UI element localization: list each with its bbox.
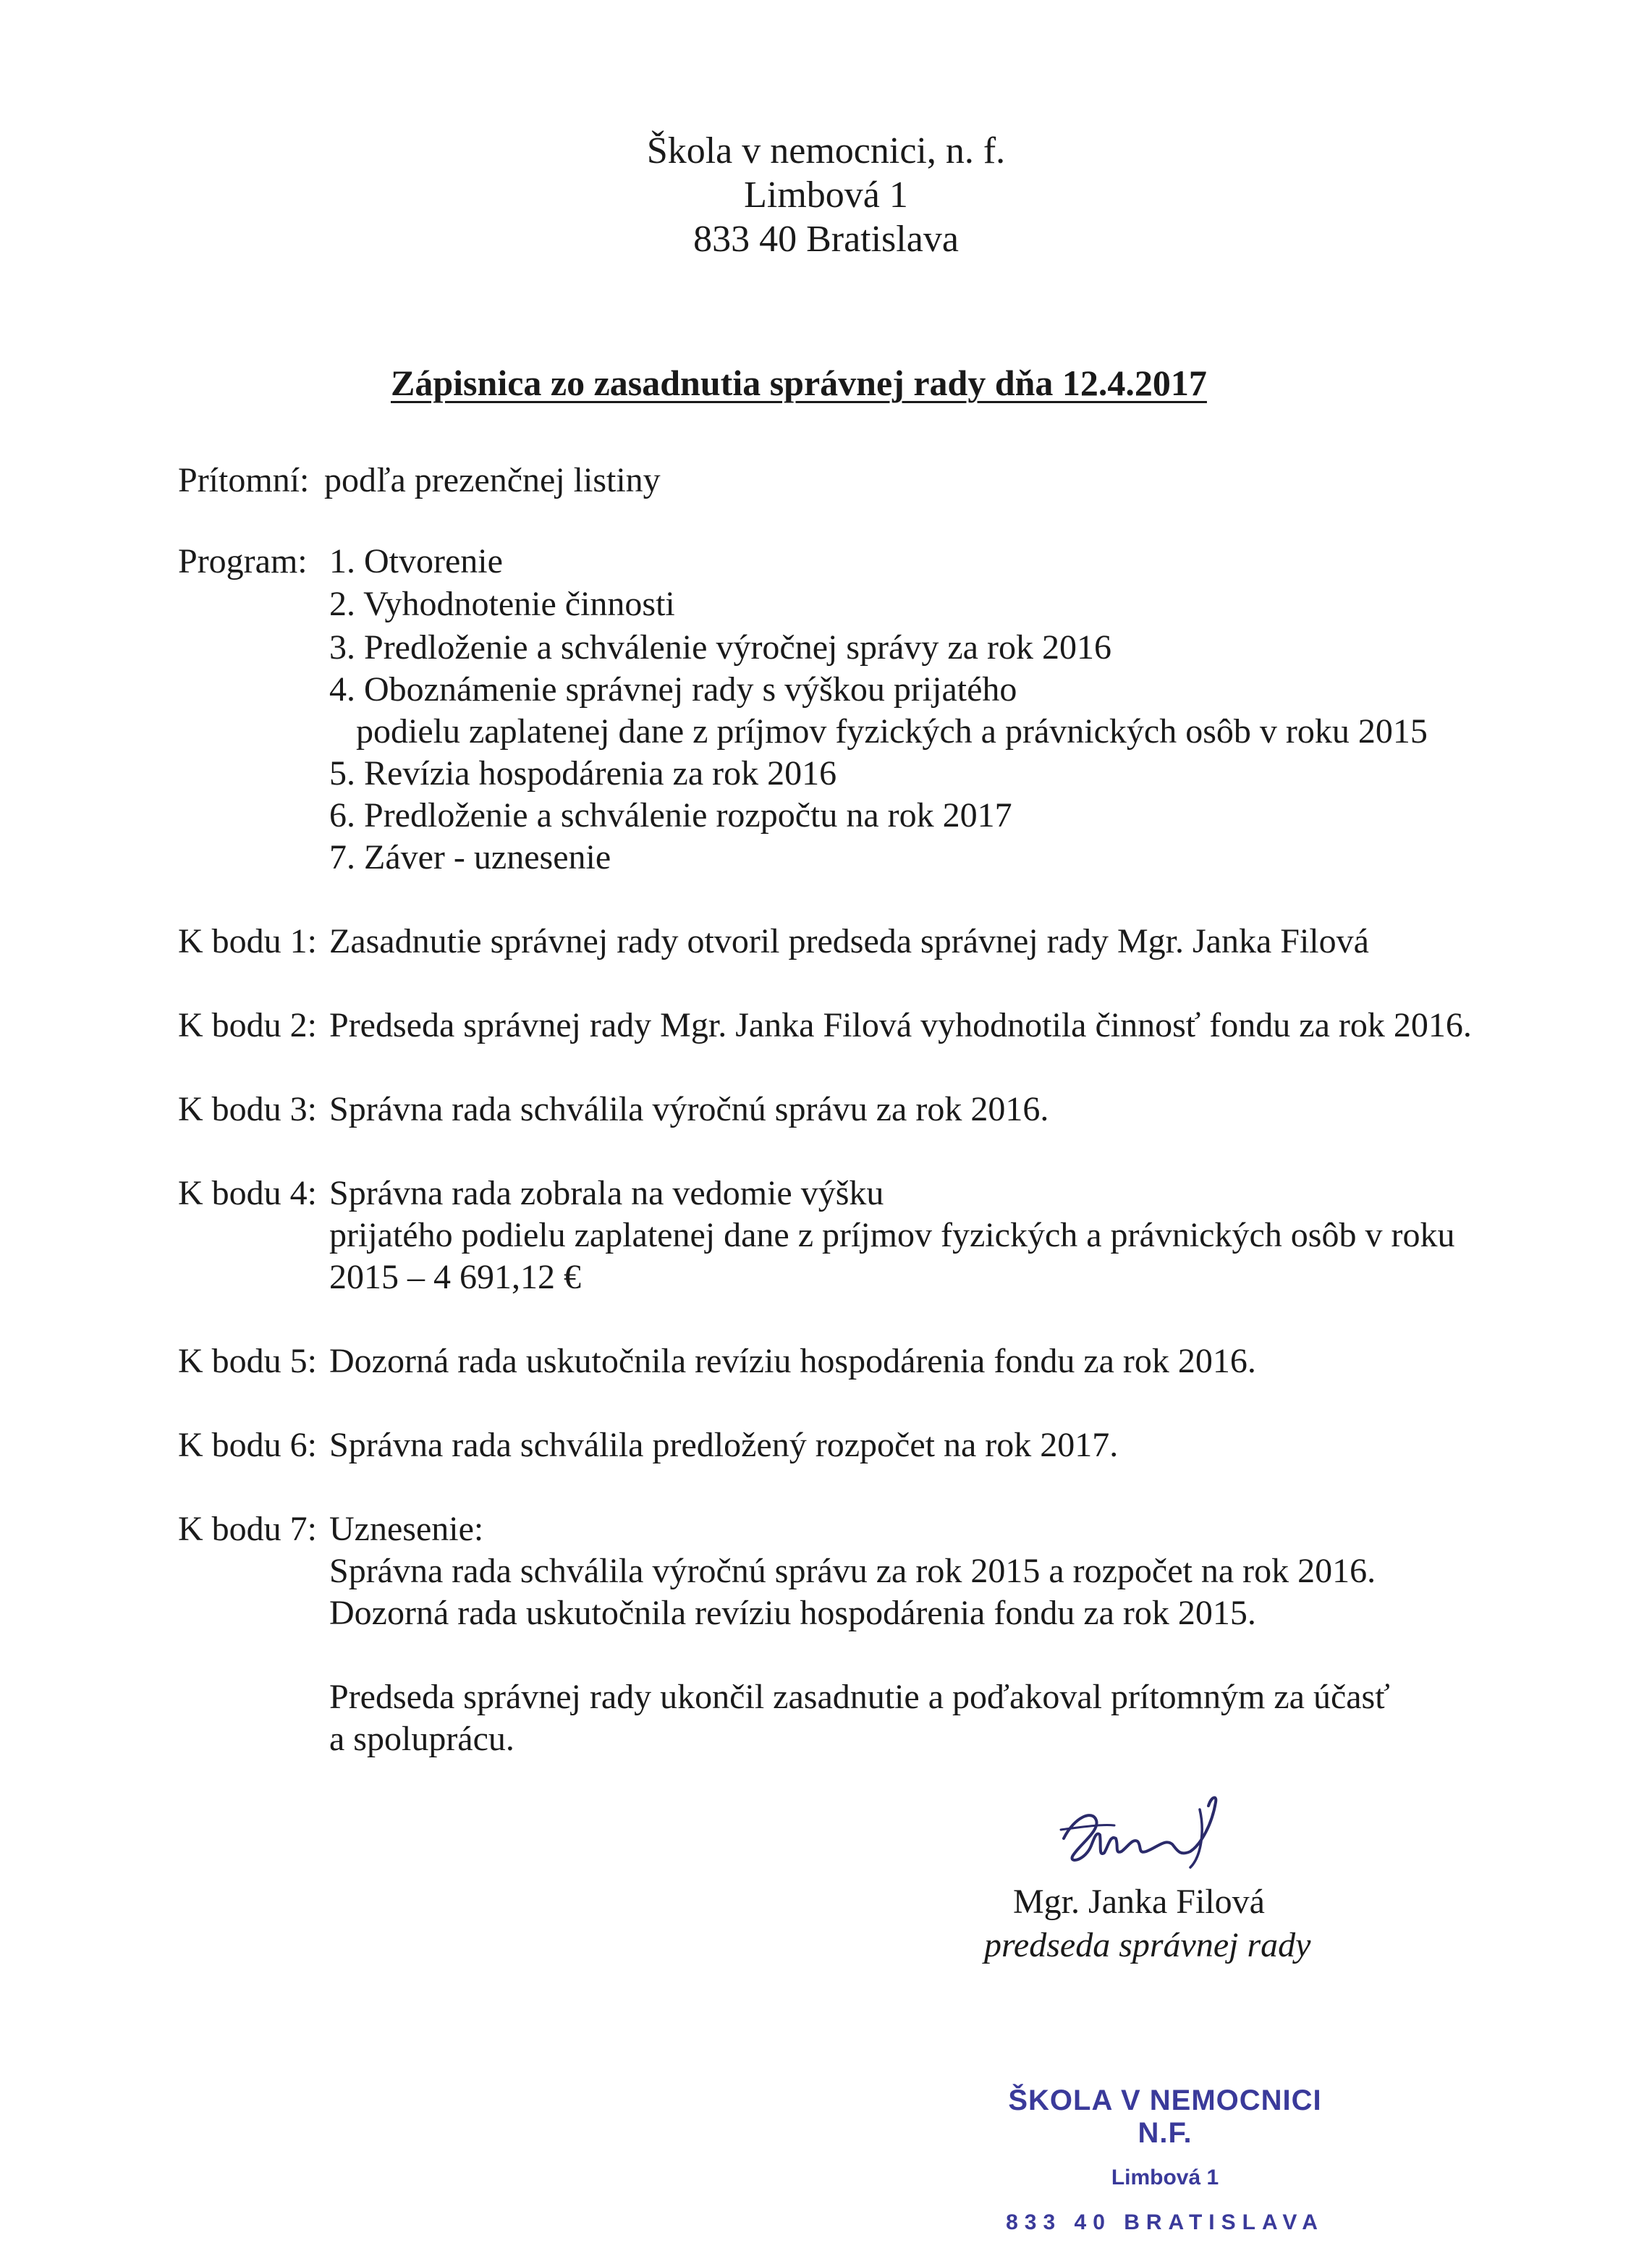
point-text: Správna rada zobrala na vedomie výšku (329, 1174, 884, 1212)
present-text: podľa prezenčnej listiny (324, 461, 661, 499)
point-text: Uznesenie: (329, 1510, 484, 1548)
point-label: K bodu 4: (178, 1174, 317, 1212)
signatory-role: predseda správnej rady (984, 1926, 1311, 1964)
institution-header (0, 129, 1652, 261)
program-item: 4. Oboznámenie správnej rady s výškou prijatého (329, 670, 1017, 709)
program-item: 2. Vyhodnotenie činnosti (329, 585, 675, 623)
institution-name: Škola v nemocnici, n. f. (646, 130, 1006, 172)
program-item: 7. Záver - uznesenie (329, 838, 611, 877)
point-label: K bodu 7: (178, 1510, 317, 1548)
closing-line: Predseda správnej rady ukončil zasadnutie a poďakoval prítomným za účasť (329, 1678, 1390, 1716)
stamp-line: 833 40 BRATISLAVA (1006, 2210, 1324, 2234)
signatory-name: Mgr. Janka Filová (1013, 1883, 1265, 1921)
point-text: Správna rada schválila predložený rozpočet na rok 2017. (329, 1426, 1119, 1464)
point-label: K bodu 6: (178, 1426, 317, 1464)
program-item: 5. Revízia hospodárenia za rok 2016 (329, 754, 837, 793)
point-text: Dozorná rada uskutočnila revíziu hospodárenia fondu za rok 2016. (329, 1342, 1256, 1380)
document-title: Zápisnica zo zasadnutia správnej rady dňa 12.4.2017 (391, 363, 1207, 403)
program-item: 1. Otvorenie (329, 542, 503, 580)
point-text-continuation: prijatého podielu zaplatenej dane z príjmov fyzických a právnických osôb v roku (329, 1216, 1455, 1254)
program-item: 6. Predloženie a schválenie rozpočtu na rok 2017 (329, 796, 1012, 835)
point-text-amount: 2015 – 4 691,12 € (329, 1258, 581, 1296)
point-text: Zasadnutie správnej rady otvoril predseda správnej rady Mgr. Janka Filová (329, 922, 1369, 960)
stamp-line: ŠKOLA V NEMOCNICI N.F. (1008, 2085, 1322, 2149)
point-label: K bodu 5: (178, 1342, 317, 1380)
program-item-continuation: podielu zaplatenej dane z príjmov fyzických a právnických osôb v roku 2015 (356, 712, 1428, 751)
point-text: Správna rada schválila výročnú správu za rok 2016. (329, 1090, 1049, 1128)
institution-street: Limbová 1 (744, 174, 908, 216)
stamp-line: Limbová 1 (1111, 2166, 1219, 2189)
program-item: 3. Predloženie a schválenie výročnej správy za rok 2016 (329, 628, 1111, 667)
point-label: K bodu 2: (178, 1006, 317, 1044)
institution-city: 833 40 Bratislava (693, 219, 959, 260)
signature-block (984, 1880, 1310, 1967)
handwritten-signature (1056, 1788, 1245, 1875)
point-text: Predseda správnej rady Mgr. Janka Filová vyhodnotila činnosť fondu za rok 2016. (329, 1006, 1472, 1044)
resolution-line: Dozorná rada uskutočnila revíziu hospodárenia fondu za rok 2015. (329, 1594, 1256, 1632)
program-label: Program: (178, 542, 308, 580)
institution-stamp (995, 2085, 1335, 2235)
point-label: K bodu 1: (178, 922, 317, 960)
resolution-line: Správna rada schválila výročnú správu za rok 2015 a rozpočet na rok 2016. (329, 1552, 1376, 1590)
point-label: K bodu 3: (178, 1090, 317, 1128)
present-label: Prítomní: (178, 461, 310, 499)
closing-line: a spoluprácu. (329, 1720, 514, 1758)
